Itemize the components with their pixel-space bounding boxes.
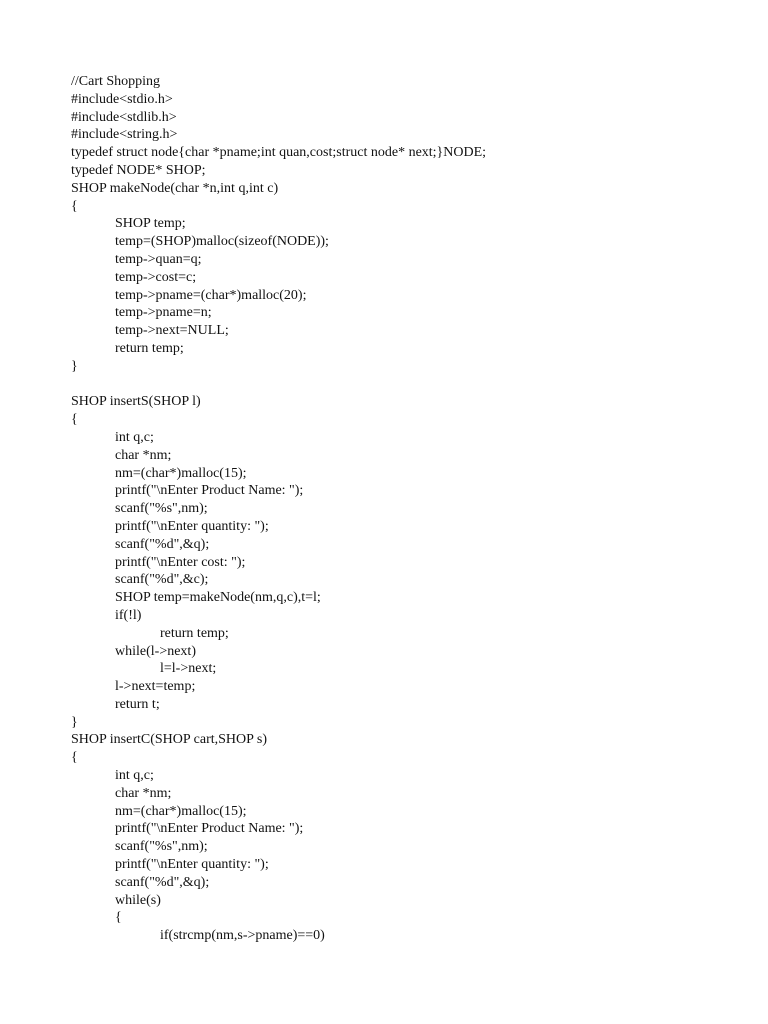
code-line: printf("\nEnter Product Name: "); bbox=[115, 821, 304, 837]
code-line: nm=(char*)malloc(15); bbox=[115, 465, 247, 481]
code-line: l=l->next; bbox=[160, 661, 217, 677]
code-line: SHOP temp; bbox=[115, 216, 186, 232]
code-line: char *nm; bbox=[115, 447, 172, 463]
code-line: char *nm; bbox=[115, 785, 172, 801]
code-line: //Cart Shopping bbox=[71, 74, 161, 89]
code-line: { bbox=[71, 198, 78, 214]
code-line: scanf("%d",&c); bbox=[115, 572, 209, 588]
code-line: if(!l) bbox=[115, 607, 142, 623]
code-line: int q,c; bbox=[115, 429, 154, 445]
blank-line bbox=[71, 376, 486, 394]
code-line: SHOP insertS(SHOP l) bbox=[71, 394, 201, 410]
code-line: #include<stdio.h> bbox=[71, 91, 173, 107]
code-line: printf("\nEnter Product Name: "); bbox=[115, 483, 304, 499]
code-line: temp->pname=n; bbox=[115, 305, 212, 321]
code-line: while(l->next) bbox=[115, 643, 196, 659]
code-line: printf("\nEnter quantity: "); bbox=[115, 857, 269, 873]
code-line: nm=(char*)malloc(15); bbox=[115, 803, 247, 819]
code-line: scanf("%s",nm); bbox=[115, 839, 208, 855]
code-line: printf("\nEnter cost: "); bbox=[115, 554, 246, 570]
code-line: return temp; bbox=[115, 340, 184, 356]
code-line: scanf("%s",nm); bbox=[115, 501, 208, 517]
code-line: } bbox=[71, 358, 78, 374]
code-line: l->next=temp; bbox=[115, 679, 196, 695]
code-line: typedef NODE* SHOP; bbox=[71, 162, 206, 178]
code-line: #include<stdlib.h> bbox=[71, 109, 177, 125]
code-line: temp->pname=(char*)malloc(20); bbox=[115, 287, 307, 303]
code-line: temp=(SHOP)malloc(sizeof(NODE)); bbox=[115, 234, 329, 250]
code-line: #include<string.h> bbox=[71, 127, 178, 143]
code-line: return temp; bbox=[160, 625, 229, 641]
code-line: { bbox=[71, 750, 78, 766]
code-line: SHOP temp=makeNode(nm,q,c),t=l; bbox=[115, 590, 321, 606]
code-line: typedef struct node{char *pname;int quan,cost;struct node* next;}NODE; bbox=[71, 145, 487, 161]
code-line: temp->cost=c; bbox=[115, 269, 197, 285]
code-line: while(s) bbox=[115, 892, 161, 908]
code-line: scanf("%d",&q); bbox=[115, 874, 210, 890]
code-line: printf("\nEnter quantity: "); bbox=[115, 518, 269, 534]
code-line: temp->quan=q; bbox=[115, 251, 202, 267]
code-line: scanf("%d",&q); bbox=[115, 536, 210, 552]
code-line: return t; bbox=[115, 696, 160, 712]
code-line: { bbox=[71, 412, 78, 428]
code-line: SHOP insertC(SHOP cart,SHOP s) bbox=[71, 732, 268, 748]
code-line: { bbox=[115, 910, 122, 926]
code-line: } bbox=[71, 714, 78, 730]
code-listing bbox=[71, 73, 486, 945]
code-line: int q,c; bbox=[115, 768, 154, 784]
code-line: SHOP makeNode(char *n,int q,int c) bbox=[71, 180, 279, 196]
code-line: if(strcmp(nm,s->pname)==0) bbox=[160, 928, 325, 944]
code-line: temp->next=NULL; bbox=[115, 323, 229, 339]
